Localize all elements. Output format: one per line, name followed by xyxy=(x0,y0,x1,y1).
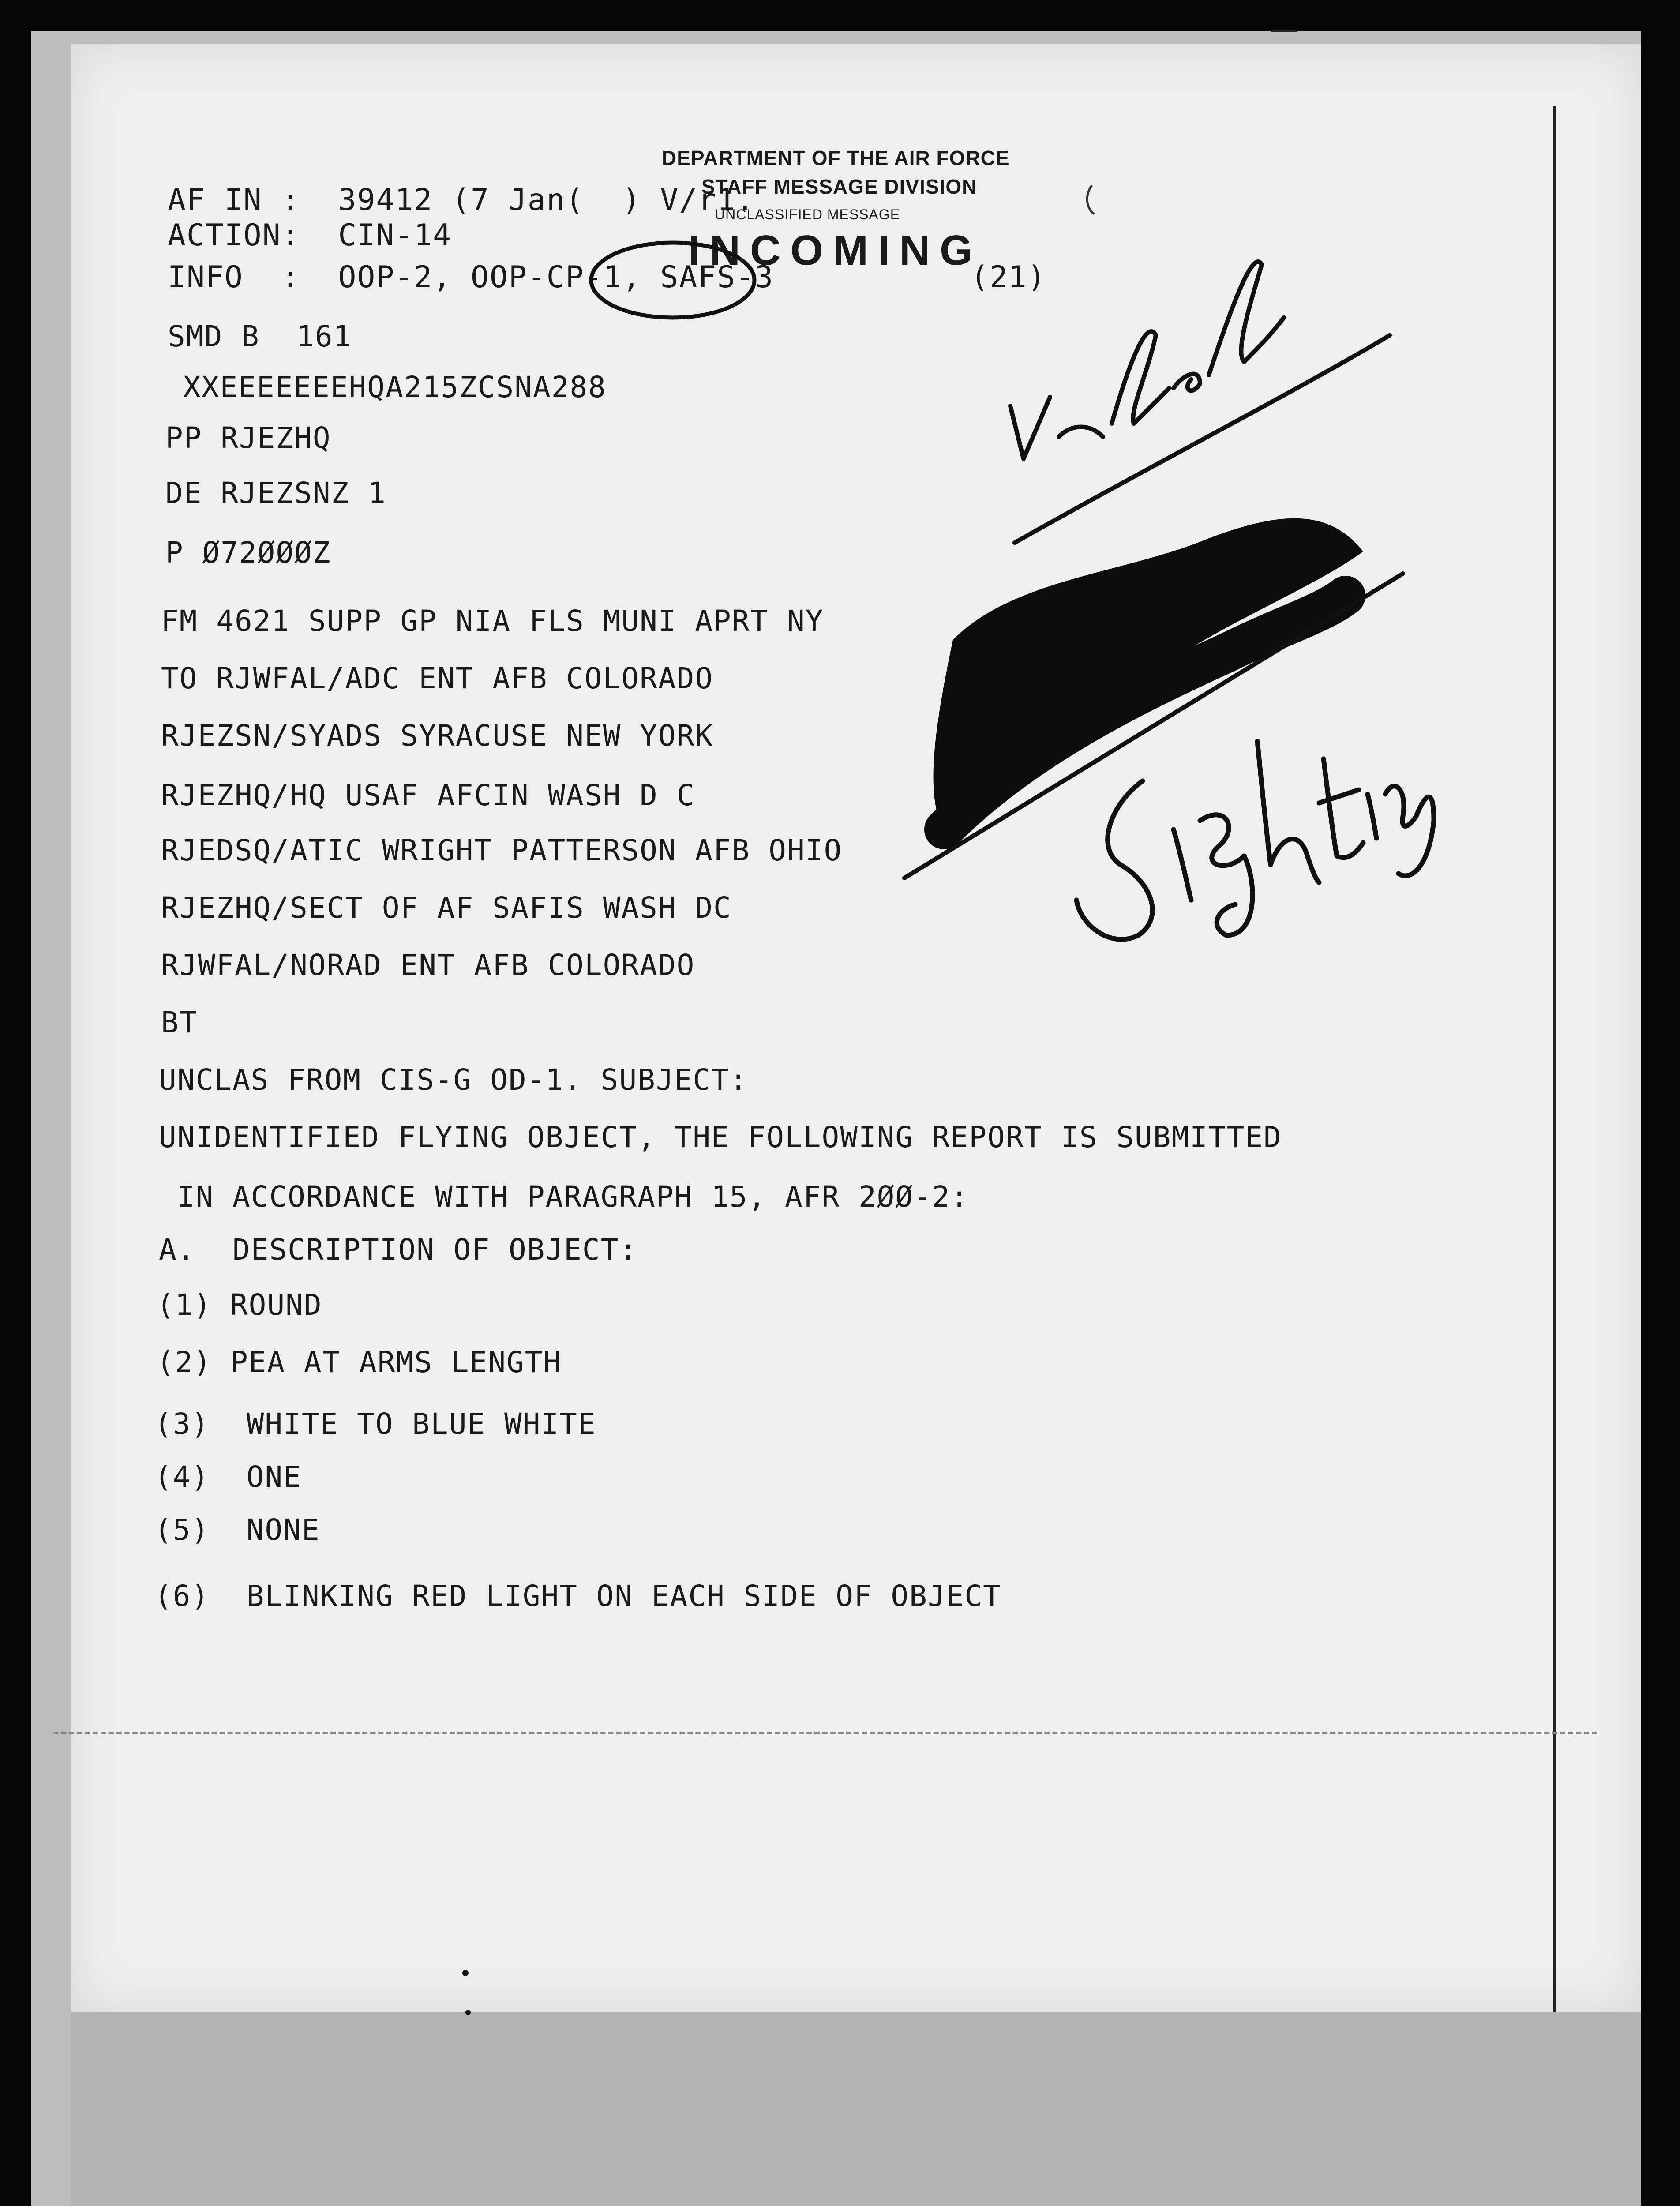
af-in-line: AF IN : 39412 (7 Jan( ) V/r1. xyxy=(168,183,755,218)
message-line: PP RJEZHQ xyxy=(165,421,331,455)
message-line: (3) WHITE TO BLUE WHITE xyxy=(154,1407,596,1441)
info-count: (21) xyxy=(971,260,1046,295)
message-line: SMD B 161 xyxy=(168,319,352,353)
message-line: DE RJEZSNZ 1 xyxy=(165,476,386,510)
redaction-scribble xyxy=(904,518,1403,878)
handwritten-ufo-file xyxy=(1010,262,1390,543)
department-heading: DEPARTMENT OF THE AIR FORCE xyxy=(662,146,1010,169)
message-line: BT xyxy=(161,1005,198,1039)
message-line: P Ø72ØØØZ xyxy=(165,536,331,570)
message-line: (4) ONE xyxy=(154,1460,302,1494)
message-line: (2) PEA AT ARMS LENGTH xyxy=(157,1345,562,1379)
message-line: UNIDENTIFIED FLYING OBJECT, THE FOLLOWING REPORT IS SUBMITTED xyxy=(159,1120,1282,1154)
message-line: (5) NONE xyxy=(154,1513,320,1547)
message-line: IN ACCORDANCE WITH PARAGRAPH 15, AFR 2ØØ-2: xyxy=(159,1180,969,1214)
info-line: INFO : OOP-2, OOP-CP-1, SAFS-3 xyxy=(168,260,774,295)
message-line: RJEDSQ/ATIC WRIGHT PATTERSON AFB OHIO xyxy=(161,833,843,867)
message-line: UNCLAS FROM CIS-G OD-1. SUBJECT: xyxy=(159,1063,748,1097)
message-line: (1) ROUND xyxy=(157,1288,322,1322)
message-line: RJEZHQ/HQ USAF AFCIN WASH D C xyxy=(161,778,695,812)
circle-mark xyxy=(591,243,754,318)
message-line: RJWFAL/NORAD ENT AFB COLORADO xyxy=(161,948,695,982)
handwritten-sighting xyxy=(1076,741,1434,939)
action-line: ACTION: CIN-14 xyxy=(168,218,452,253)
division-heading: STAFF MESSAGE DIVISION xyxy=(701,175,977,198)
classification-heading: UNCLASSIFIED MESSAGE xyxy=(715,206,900,222)
message-line: A. DESCRIPTION OF OBJECT: xyxy=(159,1233,638,1267)
message-line: FM 4621 SUPP GP NIA FLS MUNI APRT NY xyxy=(161,604,824,638)
incoming-stamp: INCOMING xyxy=(688,227,982,274)
message-line: (6) BLINKING RED LIGHT ON EACH SIDE OF OBJECT xyxy=(154,1579,1001,1613)
message-line: TO RJWFAL/ADC ENT AFB COLORADO xyxy=(161,661,714,695)
message-line: RJEZSN/SYADS SYRACUSE NEW YORK xyxy=(161,719,714,753)
message-line: XXEEEEEEEHQA215ZCSNA288 xyxy=(183,370,607,404)
message-line: RJEZHQ/SECT OF AF SAFIS WASH DC xyxy=(161,891,732,925)
